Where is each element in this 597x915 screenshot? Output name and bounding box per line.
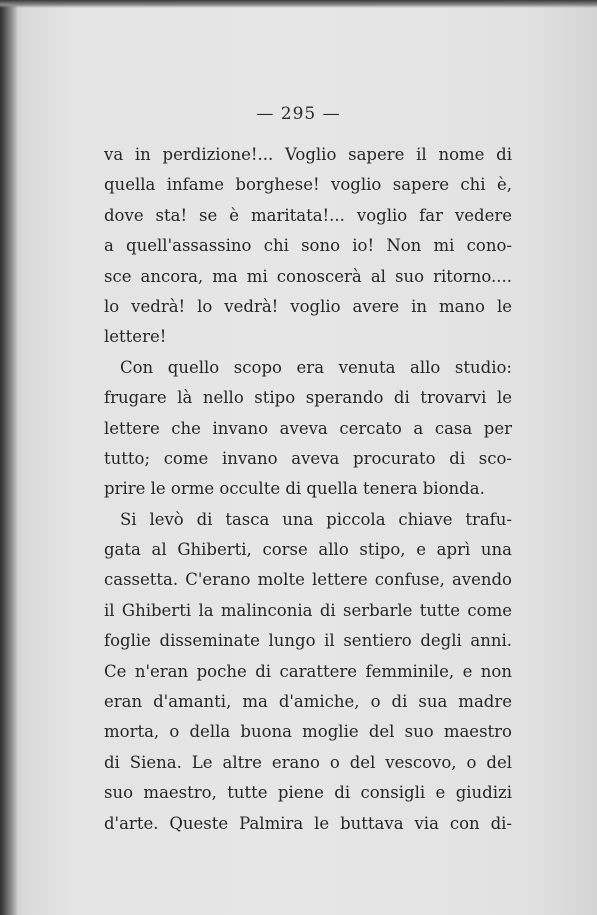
body-text — [104, 140, 512, 839]
text-line: di Siena. Le altre erano o del vescovo, o del — [104, 752, 512, 772]
text-line: lettere che invano aveva cercato a casa per — [104, 418, 512, 438]
text-line: lettere! — [104, 327, 167, 347]
text-line: sce ancora, ma mi conoscerà al suo ritorno.... — [104, 266, 512, 286]
text-line: prire le orme occulte di quella tenera bionda. — [104, 479, 485, 499]
page-number: — 295 — — [256, 104, 341, 124]
text-line: Ce n'eran poche di carattere femminile, e non — [104, 661, 512, 681]
text-line: il Ghiberti la malinconia di serbarle tutte come — [104, 600, 512, 620]
text-line: foglie disseminate lungo il sentiero degli anni. — [104, 631, 512, 651]
page-top-edge — [0, 0, 597, 8]
text-line: gata al Ghiberti, corse allo stipo, e aprì una — [104, 540, 512, 560]
text-line: tutto; come invano aveva procurato di sco- — [104, 448, 512, 468]
page-binding-edge — [0, 0, 18, 915]
text-line: Con quello scopo era venuta allo studio: — [120, 357, 512, 377]
text-line: Si levò di tasca una piccola chiave trafu- — [120, 509, 512, 529]
text-line: suo maestro, tutte piene di consigli e giudizi — [104, 783, 512, 803]
text-line: eran d'amanti, ma d'amiche, o di sua madre — [104, 692, 512, 712]
text-line: d'arte. Queste Palmira le buttava via con di- — [104, 813, 512, 833]
text-line: dove sta! se è maritata!... voglio far vedere — [104, 205, 512, 225]
text-line: a quell'assassino chi sono io! Non mi cono- — [104, 236, 512, 256]
text-line: frugare là nello stipo sperando di trovarvi le — [104, 388, 512, 408]
text-line: quella infame borghese! voglio sapere chi è, — [104, 175, 512, 195]
text-line: cassetta. C'erano molte lettere confuse, avendo — [104, 570, 512, 590]
text-line: morta, o della buona moglie del suo maestro — [104, 722, 512, 742]
text-line: lo vedrà! lo vedrà! voglio avere in mano le — [104, 296, 512, 316]
text-line: va in perdizione!... Voglio sapere il nome di — [104, 145, 512, 164]
